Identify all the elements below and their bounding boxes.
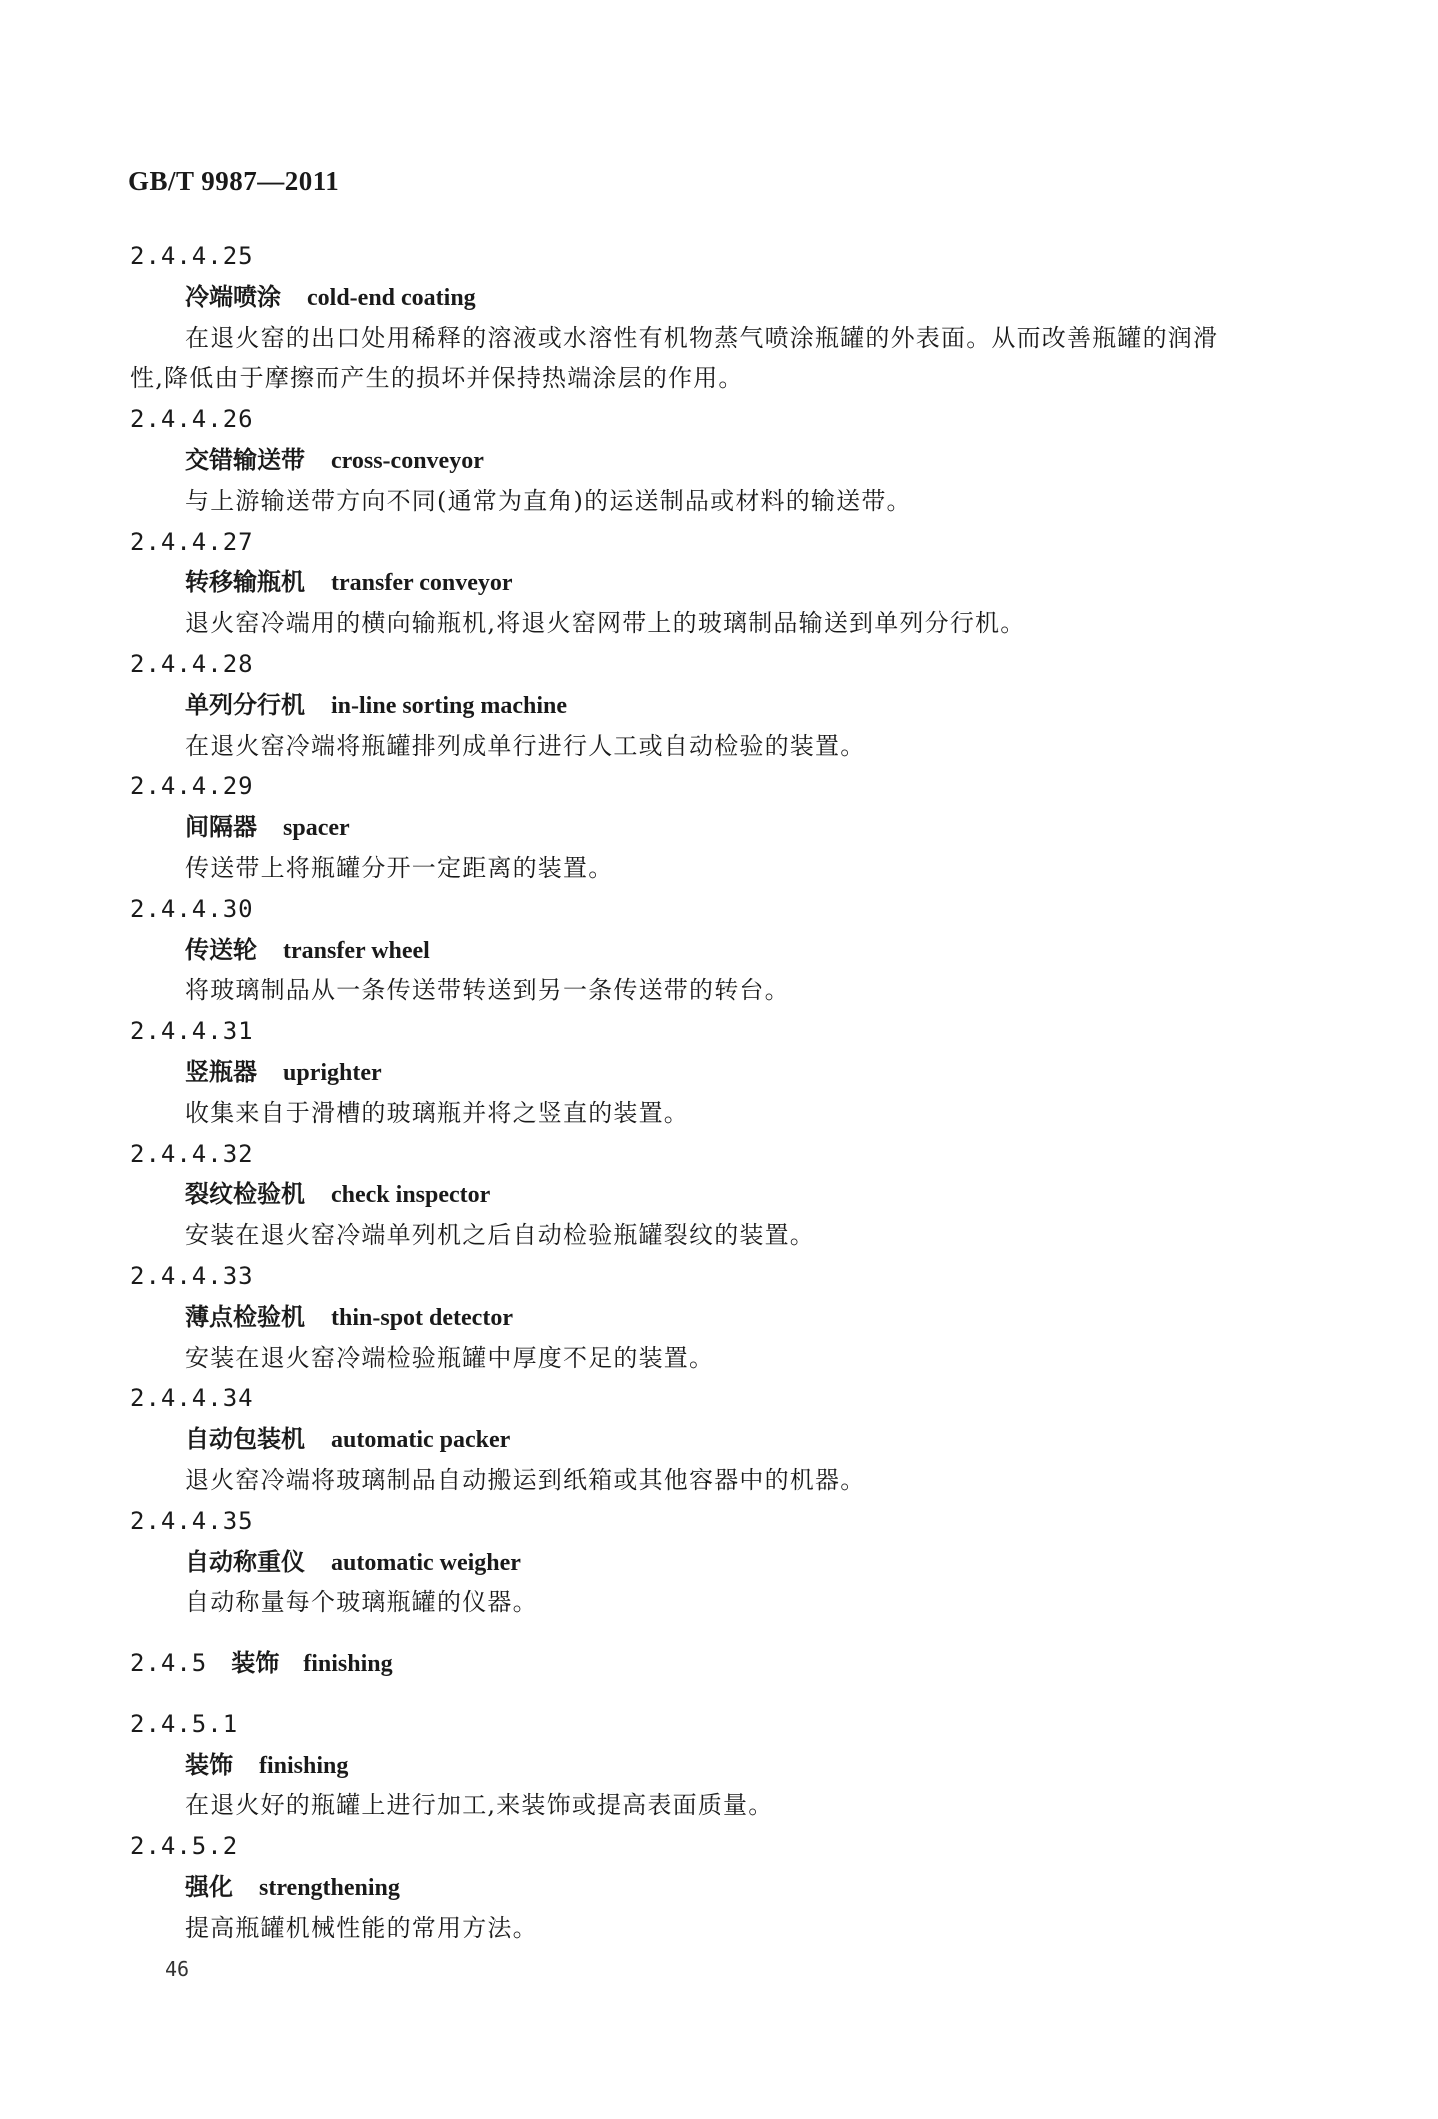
term-zh: 裂纹检验机 [185, 1179, 305, 1209]
term-heading [185, 1419, 1438, 1460]
definition-line: 退火窑冷端将玻璃制品自动搬运到纸箱或其他容器中的机器。 [185, 1465, 866, 1494]
term-zh: 交错输送带 [185, 444, 305, 474]
term-number: 2.4.4.28 [130, 649, 254, 678]
definition-line: 安装在退火窑冷端单列机之后自动检验瓶罐裂纹的装置。 [185, 1221, 815, 1250]
definition-line: 自动称量每个玻璃瓶罐的仪器。 [185, 1588, 538, 1617]
term-zh: 自动称重仪 [185, 1546, 305, 1576]
term-zh: 薄点检验机 [185, 1301, 305, 1331]
term-en: cold-end coating [307, 284, 476, 311]
term-zh: 竖瓶器 [185, 1056, 257, 1086]
term-number: 2.4.5.1 [130, 1709, 239, 1738]
term-entry [0, 889, 1438, 1011]
term-en: check inspector [331, 1182, 491, 1209]
definition-line: 传送带上将瓶罐分开一定距离的装置。 [185, 853, 614, 882]
standard-code: GB/T 9987—2011 [128, 166, 340, 196]
section-title-zh: 装饰 [231, 1648, 280, 1678]
page-number: 46 [165, 1957, 190, 1981]
term-heading [185, 1297, 1438, 1338]
term-heading [185, 1745, 1438, 1786]
term-number: 2.4.4.32 [130, 1139, 254, 1168]
term-heading [185, 685, 1438, 726]
term-definition [185, 1582, 1305, 1623]
term-en: automatic packer [331, 1427, 511, 1454]
term-number: 2.4.4.30 [130, 894, 254, 923]
term-number: 2.4.4.33 [130, 1261, 254, 1290]
term-en: uprighter [283, 1059, 382, 1086]
definition-line: 退火窑冷端用的横向输瓶机,将退火窑网带上的玻璃制品输送到单列分行机。 [185, 609, 1026, 638]
section-heading [130, 1643, 1438, 1684]
term-zh: 自动包装机 [185, 1424, 305, 1454]
definition-line: 安装在退火窑冷端检验瓶罐中厚度不足的装置。 [185, 1343, 715, 1372]
section-number: 2.4.5 [130, 1649, 208, 1678]
term-en: transfer conveyor [331, 570, 513, 597]
definition-line: 与上游输送带方向不同(通常为直角)的运送制品或材料的输送带。 [185, 486, 912, 515]
term-number: 2.4.4.29 [130, 772, 254, 801]
term-entry [0, 399, 1438, 521]
term-zh: 装饰 [185, 1749, 233, 1779]
term-number: 2.4.4.27 [130, 527, 254, 556]
definition-line: 在退火窑冷端将瓶罐排列成单行进行人工或自动检验的装置。 [185, 731, 866, 760]
term-definition [185, 1908, 1305, 1949]
term-en: automatic weigher [331, 1549, 521, 1576]
term-en: strengthening [259, 1875, 400, 1902]
term-entry [0, 644, 1438, 766]
term-entry [0, 1378, 1438, 1500]
term-number: 2.4.4.26 [130, 405, 254, 434]
term-entry [0, 1011, 1438, 1133]
term-en: cross-conveyor [331, 447, 484, 474]
term-zh: 冷端喷涂 [185, 281, 281, 311]
term-definition [130, 318, 1305, 400]
term-number: 2.4.4.31 [130, 1017, 254, 1046]
term-en: transfer wheel [283, 937, 430, 964]
section-entries-group [0, 1704, 1438, 1949]
term-definition [185, 603, 1305, 644]
term-heading [185, 1867, 1438, 1908]
term-en: in-line sorting machine [331, 692, 568, 719]
term-heading [185, 1052, 1438, 1093]
term-definition [185, 726, 1305, 767]
term-list [0, 236, 1438, 1949]
term-zh: 转移输瓶机 [185, 567, 305, 597]
section-title-en: finishing [303, 1651, 393, 1678]
term-entry [0, 1704, 1438, 1826]
term-heading [185, 440, 1438, 481]
term-definition [185, 1338, 1305, 1379]
term-definition [185, 1215, 1305, 1256]
term-entry [0, 1501, 1438, 1623]
term-heading [185, 930, 1438, 971]
term-number: 2.4.5.2 [130, 1832, 239, 1861]
term-entry [0, 236, 1438, 399]
term-heading [185, 277, 1438, 318]
definition-line: 性,降低由于摩擦而产生的损坏并保持热端涂层的作用。 [130, 364, 744, 393]
term-definition [185, 1785, 1305, 1826]
term-number: 2.4.4.35 [130, 1506, 254, 1535]
definition-line: 将玻璃制品从一条传送带转送到另一条传送带的转台。 [185, 976, 790, 1005]
term-zh: 单列分行机 [185, 689, 305, 719]
term-en: thin-spot detector [331, 1304, 513, 1331]
term-entry [0, 1134, 1438, 1256]
term-definition [185, 1460, 1305, 1501]
term-definition [185, 970, 1305, 1011]
term-zh: 传送轮 [185, 934, 257, 964]
term-entry [0, 1256, 1438, 1378]
entries-group [0, 236, 1438, 1623]
term-number: 2.4.4.34 [130, 1384, 254, 1413]
term-heading [185, 562, 1438, 603]
definition-line: 收集来自于滑槽的玻璃瓶并将之竖直的装置。 [185, 1098, 689, 1127]
term-zh: 间隔器 [185, 812, 257, 842]
term-entry [0, 766, 1438, 888]
term-definition [185, 848, 1305, 889]
term-heading [185, 807, 1438, 848]
term-heading [185, 1542, 1438, 1583]
term-definition [185, 1093, 1305, 1134]
term-heading [185, 1174, 1438, 1215]
term-en: spacer [283, 815, 350, 842]
term-zh: 强化 [185, 1872, 233, 1902]
definition-line: 提高瓶罐机械性能的常用方法。 [185, 1913, 538, 1942]
term-entry [0, 1826, 1438, 1948]
term-definition [185, 481, 1305, 522]
term-entry [0, 522, 1438, 644]
term-en: finishing [259, 1752, 349, 1779]
definition-line: 在退火窑的出口处用稀释的溶液或水溶性有机物蒸气喷涂瓶罐的外表面。从而改善瓶罐的润滑 [185, 323, 1219, 352]
term-number: 2.4.4.25 [130, 242, 254, 270]
definition-line: 在退火好的瓶罐上进行加工,来装饰或提高表面质量。 [185, 1791, 774, 1820]
